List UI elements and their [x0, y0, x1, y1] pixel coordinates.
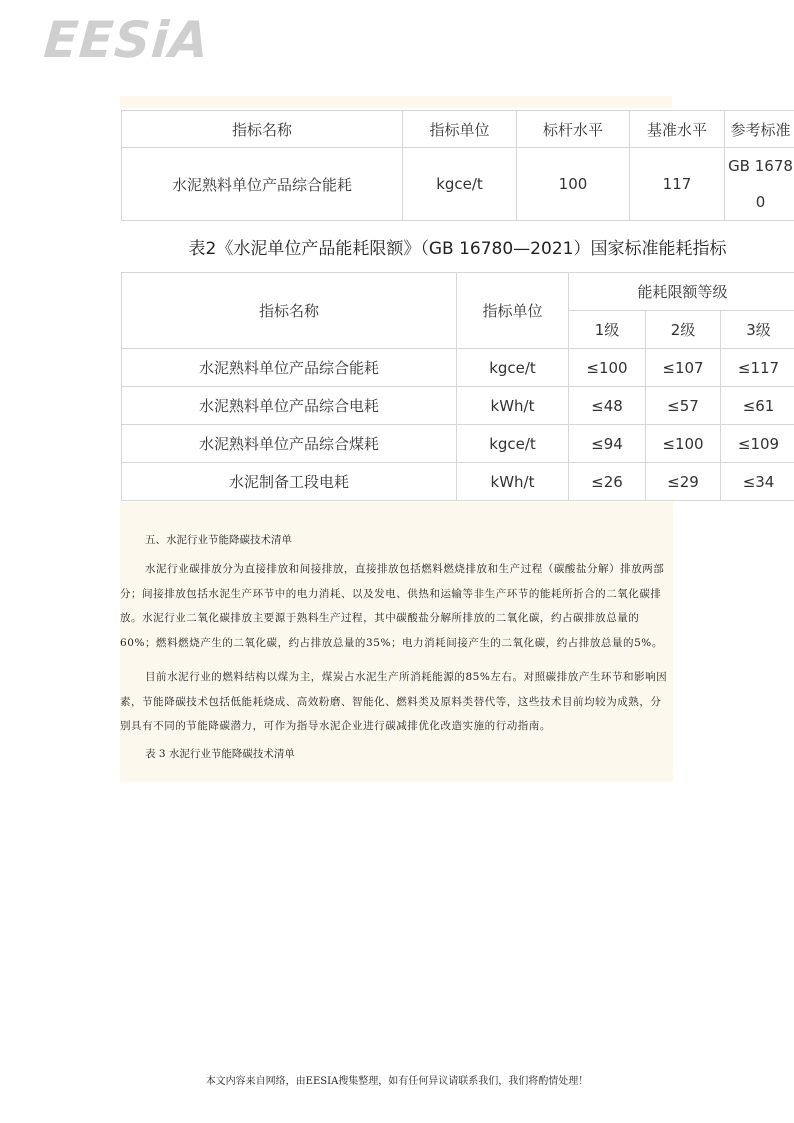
- eesia-logo: EESiA: [41, 11, 212, 69]
- table-row: [122, 148, 794, 221]
- header-indicator-name: 指标名称: [122, 111, 403, 148]
- cell-level-3: ≤117: [721, 349, 794, 387]
- table2-caption: 表2《水泥单位产品能耗限额》（GB 16780—2021）国家标准能耗指标: [188, 239, 727, 259]
- cell-name: 水泥熟料单位产品综合电耗: [122, 387, 457, 425]
- header-level-3: 3级: [721, 311, 794, 349]
- top-strip: [120, 96, 672, 108]
- cell-unit: kWh/t: [457, 387, 569, 425]
- cell-baseline: 117: [630, 148, 725, 221]
- paragraph: 目前水泥行业的燃料结构以煤为主，煤炭占水泥生产所消耗能源的85%左右。对照碳排放产生环节和影响因素，节能降碳技术包括低能耗烧成、高效粉磨、智能化、燃料类及原料类替代等，这些技术目前均较为成熟，分别具有不同的节能降碳潜力，可作为指导水泥企业进行碳减排优化改造实施的行动指南。: [120, 671, 668, 732]
- cell-level-1: ≤48: [569, 387, 646, 425]
- cell-level-2: ≤57: [646, 387, 721, 425]
- header-unit: 指标单位: [403, 111, 517, 148]
- cell-level-2: ≤107: [646, 349, 721, 387]
- cell-level-3: ≤109: [721, 425, 794, 463]
- cell-unit: kgce/t: [403, 148, 517, 221]
- cell-level-1: ≤26: [569, 463, 646, 501]
- cell-name: 水泥熟料单位产品综合能耗: [122, 349, 457, 387]
- cell-name: 水泥熟料单位产品综合能耗: [122, 148, 403, 221]
- header-reference: 参考标准: [725, 111, 794, 148]
- cell-name: 水泥熟料单位产品综合煤耗: [122, 425, 457, 463]
- cell-unit: kWh/t: [457, 463, 569, 501]
- cell-level-3: ≤34: [721, 463, 794, 501]
- header-indicator-name: 指标名称: [122, 273, 457, 349]
- cell-level-2: ≤100: [646, 425, 721, 463]
- table-row: [122, 463, 794, 501]
- table-row: [122, 387, 794, 425]
- table3-caption: 表 3 水泥行业节能降碳技术清单: [145, 747, 295, 760]
- cell-level-1: ≤100: [569, 349, 646, 387]
- paragraph: 水泥行业碳排放分为直接排放和间接排放，直接排放包括燃料燃烧排放和生产过程（碳酸盐分解）排放两部分；间接排放包括水泥生产环节中的电力消耗、以及发电、供热和运输等非生产环节的能耗所折合的二氧化碳排放。水泥行业二氧化碳排放主要源于熟料生产过程，其中碳酸盐分解所排放的二氧化碳，约占碳排放总量的60%；燃料燃烧产生的二氧化碳，约占排放总量的35%；电力消耗间接产生的二氧化碳，约占排放总量的5%。: [120, 563, 665, 649]
- header-limit-group: 能耗限额等级: [569, 273, 794, 311]
- cell-name: 水泥制备工段电耗: [122, 463, 457, 501]
- section-title: 五、水泥行业节能降碳技术清单: [145, 534, 292, 546]
- header-baseline: 基准水平: [630, 111, 725, 148]
- header-benchmark: 标杆水平: [517, 111, 630, 148]
- table-header-row: [122, 273, 794, 311]
- benchmark-table: [121, 110, 794, 221]
- header-unit: 指标单位: [457, 273, 569, 349]
- table-row: [122, 425, 794, 463]
- footer-note: 本文内容来自网络，由EESIA搜集整理，如有任何异议请联系我们，我们将酌情处理！: [205, 1076, 589, 1087]
- cell-unit: kgce/t: [457, 349, 569, 387]
- cell-unit: kgce/t: [457, 425, 569, 463]
- table-row: [122, 349, 794, 387]
- cell-level-2: ≤29: [646, 463, 721, 501]
- article-block: [120, 502, 673, 782]
- header-level-1: 1级: [569, 311, 646, 349]
- cell-level-3: ≤61: [721, 387, 794, 425]
- energy-limit-table: [121, 272, 794, 501]
- cell-level-1: ≤94: [569, 425, 646, 463]
- cell-reference: GB 16780: [725, 148, 794, 221]
- cell-benchmark: 100: [517, 148, 630, 221]
- table-header-row: [122, 111, 794, 148]
- header-level-2: 2级: [646, 311, 721, 349]
